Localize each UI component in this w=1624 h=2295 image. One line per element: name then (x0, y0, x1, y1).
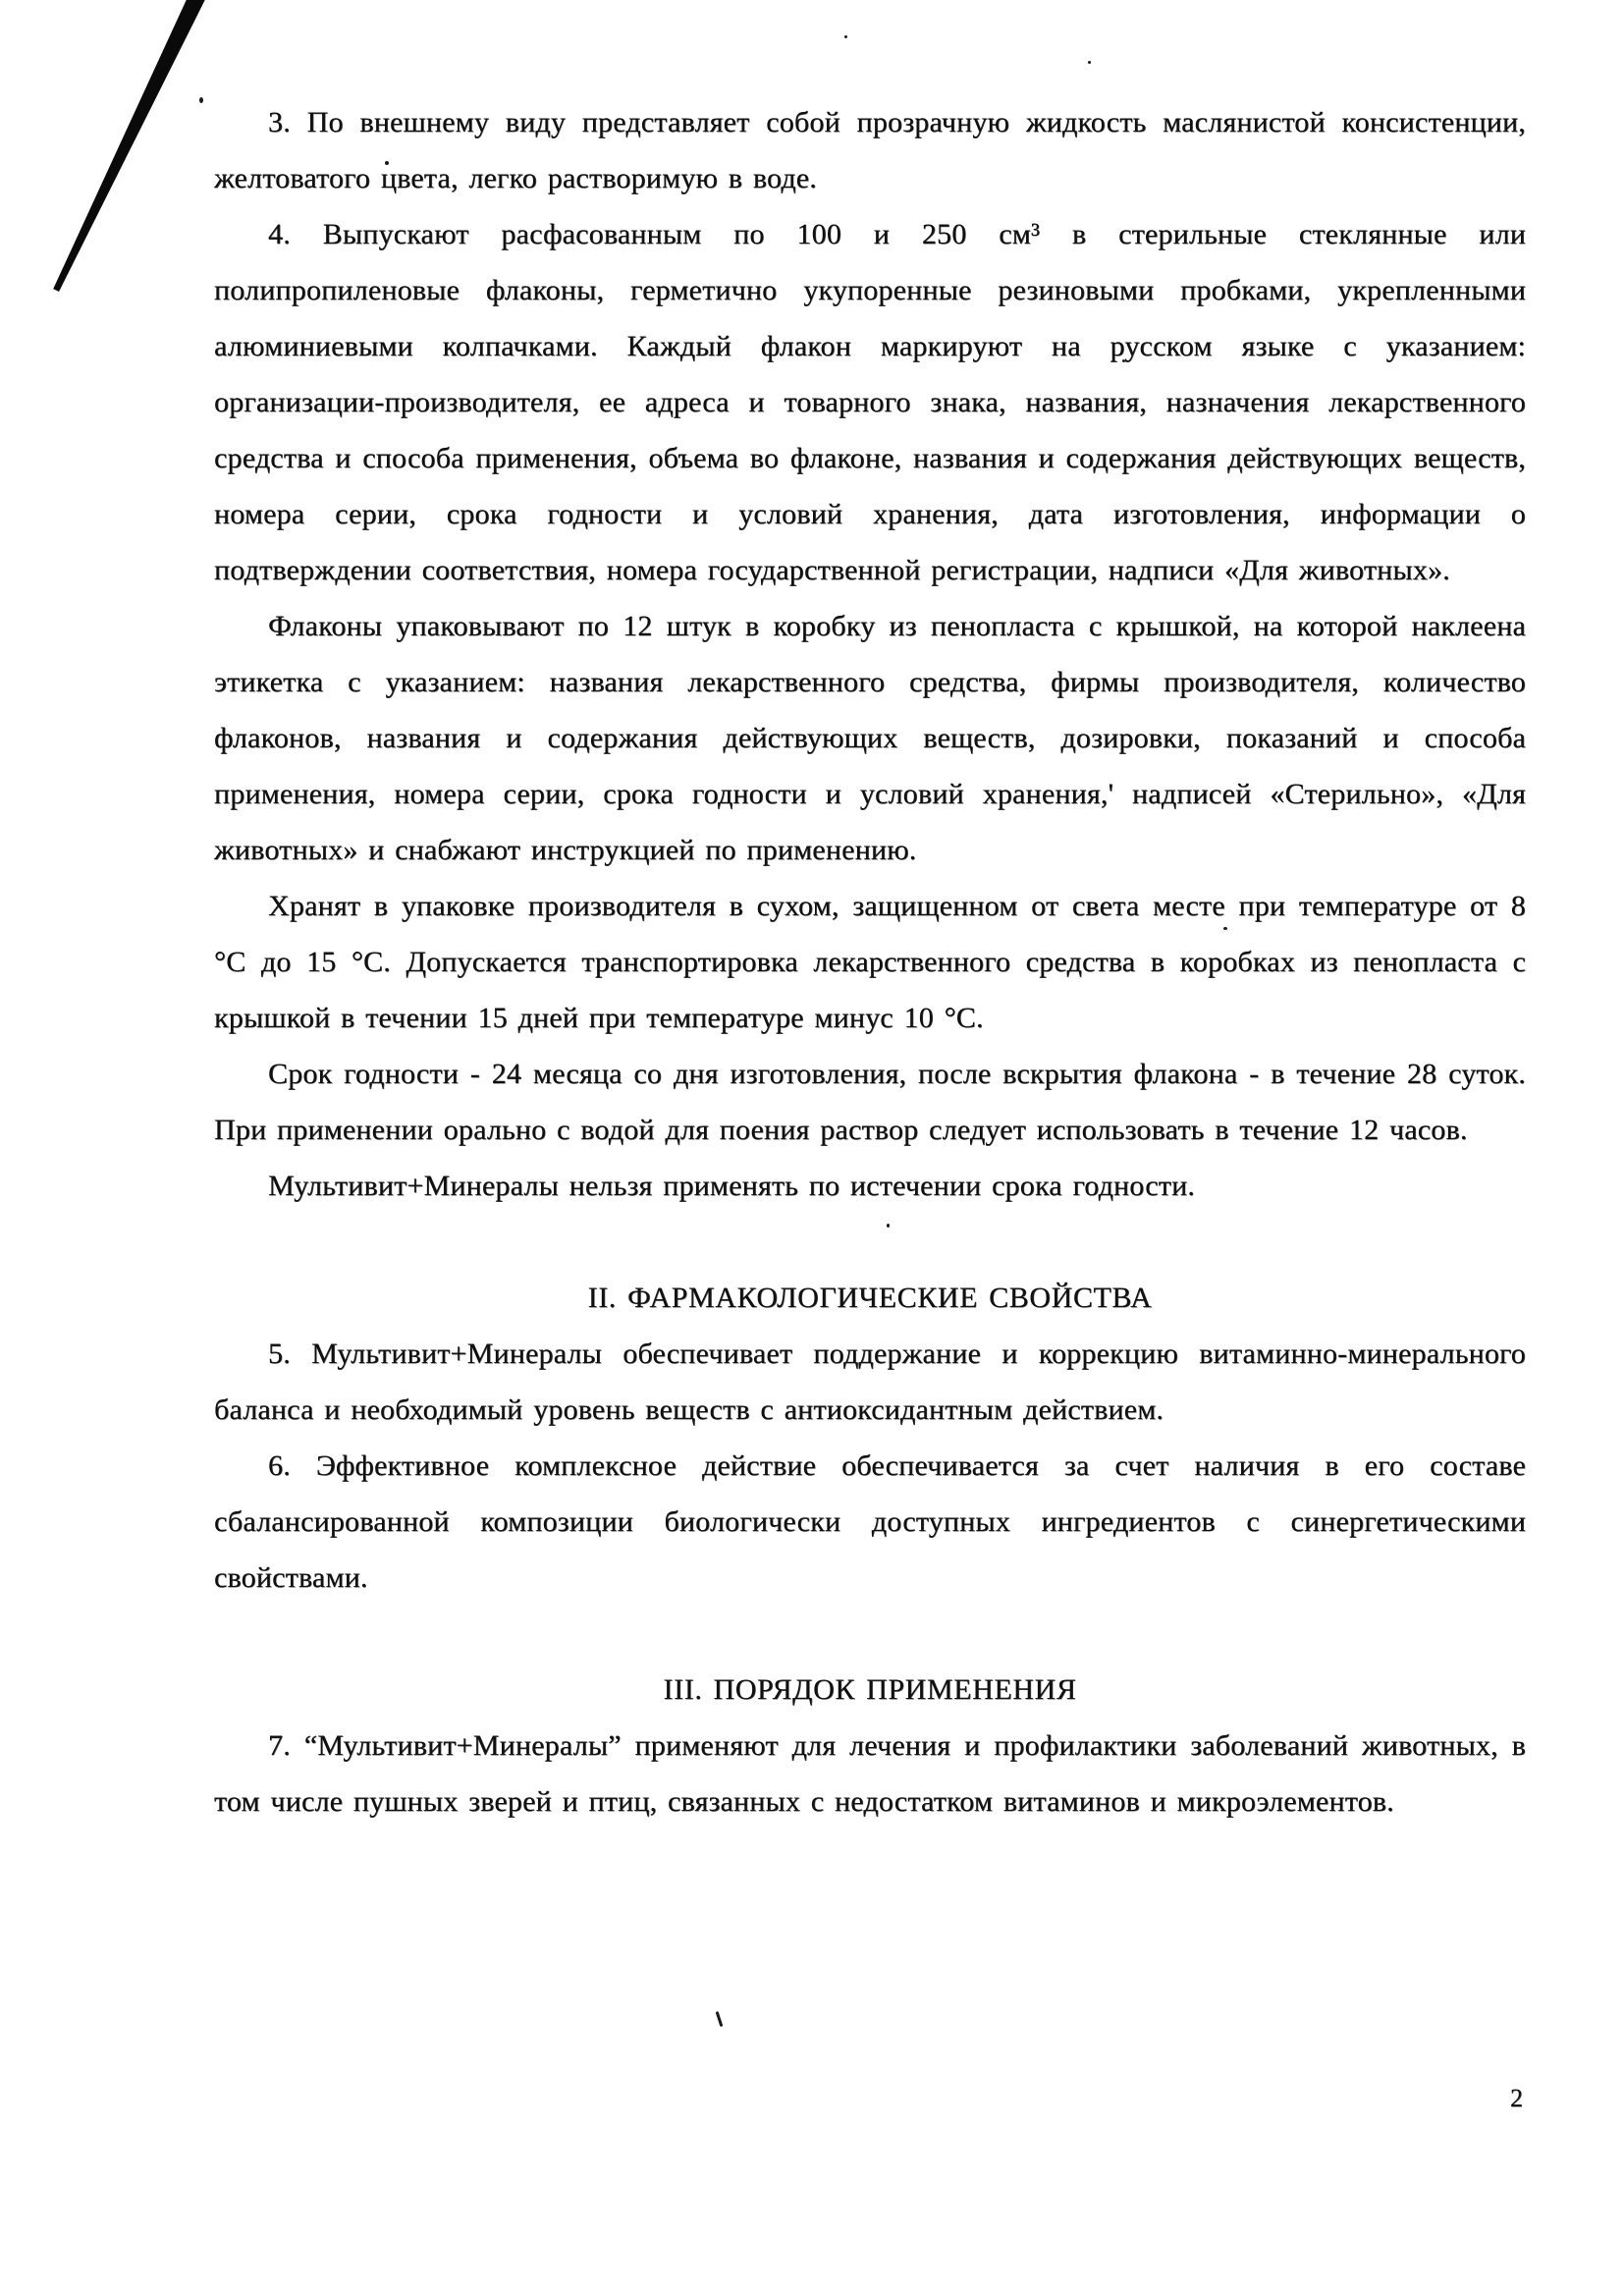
paragraph-box-packaging: Флаконы упаковывают по 12 штук в коробку из пенопласта с крышкой, на которой наклеена этикетка с указанием: названия лекарственного средства, фирмы производителя, количество флаконов, названия и содержания действующих веществ, дозировки, показаний и способа применения, номера серии, срока годности и условий хранения,' надписей «Стерильно», «Для животных» и снабжают инструкцией по применению. (214, 610, 1526, 866)
scan-speck (199, 97, 203, 103)
section-title-pharmacology: II. ФАРМАКОЛОГИЧЕСКИЕ СВОЙСТВА (587, 1282, 1153, 1314)
paragraph-7-application: 7. “Мультивит+Минералы” применяют для лечения и профилактики заболеваний животных, в том числе пушных зверей и птиц, связанных с недостатком витаминов и микроэлементов. (214, 1729, 1526, 1818)
page-number: 2 (1510, 2084, 1523, 2112)
paragraph-5-pharmacology: 5. Мультивит+Минералы обеспечивает поддержание и коррекцию витаминно-минерального баланса и необходимый уровень веществ с антиоксидантным действием. (214, 1338, 1526, 1426)
paragraph-do-not-use-expired: Мультивит+Минералы нельзя применять по истечении срока годности. (268, 1170, 1196, 1202)
document-body (214, 94, 1526, 1830)
paragraph-shelf-life: Срок годности - 24 месяца со дня изготовления, после вскрытия флакона - в течение 28 суток. При применении орально с водой для поения раствор следует использовать в течение 12 часов. (214, 1058, 1526, 1146)
scan-speck (844, 35, 847, 38)
paragraph-storage-conditions: Хранят в упаковке производителя в сухом, защищенном от света месте при температуре от 8 °С до 15 °С. Допускается транспортировка лекарственного средства в коробках из пенопласта с крышкой в течении 15 дней при температуре минус 10 °С. (214, 890, 1526, 1034)
paragraph-release-form: 4. Выпускают расфасованным по 100 и 250 см³ в стерильные стеклянные или полипропиленовые флаконы, герметично укупоренные резиновыми пробками, укрепленными алюминиевыми колпачками. Каждый флакон маркируют на русском языке с указанием: организации-производителя, ее адреса и товарного знака, названия, назначения лекарственного средства и способа применения, объема во флаконе, названия и содержания действующих веществ, номера серии, срока годности и условий хранения, дата изготовления, информации о подтверждении соответствия, номера государственной регистрации, надписи «Для животных». (214, 218, 1526, 586)
paragraph-appearance: 3. По внешнему виду представляет собой прозрачную жидкость маслянистой консистенции, желтоватого цвета, легко растворимую в воде. (214, 106, 1526, 194)
scan-stroke-artifact (47, 0, 208, 294)
scan-speck (716, 2011, 724, 2027)
section-title-application: III. ПОРЯДОК ПРИМЕНЕНИЯ (663, 1673, 1077, 1706)
scan-speck (1088, 61, 1091, 64)
paragraph-6-pharmacology: 6. Эффективное комплексное действие обеспечивается за счет наличия в его составе сбалансированной композиции биологически доступных ингредиентов с синергетическими свойствами. (214, 1449, 1526, 1594)
